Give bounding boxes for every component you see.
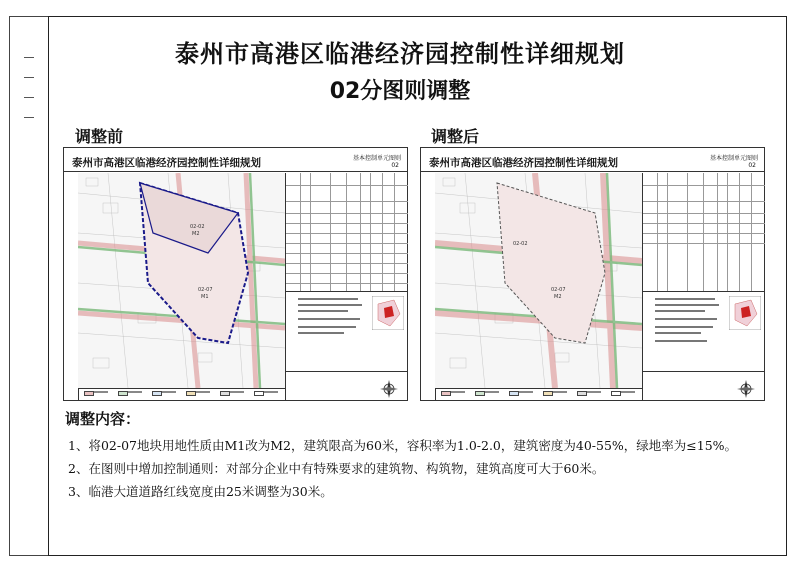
sheet-title: 泰州市高港区临港经济园控制性详细规划: [429, 157, 618, 169]
before-plan-map: [78, 173, 285, 388]
control-notes: [643, 291, 765, 372]
control-index-table: [643, 173, 765, 291]
svg-text:02-07: 02-07: [551, 287, 566, 293]
binding-mark: [24, 117, 34, 118]
sheet-number: 02: [391, 162, 399, 169]
before-label: 调整前: [75, 127, 124, 146]
sheet-footer: [286, 371, 408, 401]
sheet-side-strip: [64, 173, 79, 400]
map-legend: [78, 388, 285, 401]
svg-text:02-02: 02-02: [190, 224, 205, 230]
sheet-type: 基本控制单元图则: [709, 155, 758, 162]
before-plan-sheet: [63, 147, 408, 401]
location-inset-map: [372, 296, 404, 330]
control-index-panel: [285, 173, 408, 400]
sheet-number: 02: [748, 162, 756, 169]
after-plan-map: [435, 173, 642, 388]
svg-text:M1: M1: [201, 294, 209, 300]
sheet-title: 泰州市高港区临港经济园控制性详细规划: [72, 157, 261, 169]
control-index-table: [286, 173, 408, 291]
document-subtitle: 02分图则调整: [329, 79, 471, 104]
sheet-type: 基本控制单元图则: [352, 155, 401, 162]
map-legend: [435, 388, 642, 401]
after-plan-sheet: [420, 147, 765, 401]
sheet-footer: [643, 371, 765, 401]
document-title: 泰州市高港区临港经济园控制性详细规划: [175, 40, 625, 68]
adjustment-item-3: 3、临港大道道路红线宽度由25米调整为30米。: [68, 484, 333, 499]
after-label: 调整后: [431, 127, 480, 146]
svg-text:02-07: 02-07: [198, 287, 213, 293]
control-index-panel: [642, 173, 765, 400]
adjustment-content-heading: 调整内容：: [65, 410, 141, 428]
adjustment-item-2: 2、在图则中增加控制通则：对部分企业中有特殊要求的建筑物、构筑物，建筑高度可大于60米。: [68, 461, 605, 476]
sheet-side-strip: [421, 173, 436, 400]
svg-text:02-02: 02-02: [513, 241, 528, 247]
location-inset-map: [729, 296, 761, 330]
control-notes: [286, 291, 408, 372]
svg-text:M2: M2: [554, 294, 562, 300]
svg-text:M2: M2: [192, 231, 200, 237]
adjustment-item-1: 1、将02-07地块用地性质由M1改为M2，建筑限高为60米，容积率为1.0-2.0，建筑密度为40-55%，绿地率为≤15%。: [68, 438, 738, 453]
